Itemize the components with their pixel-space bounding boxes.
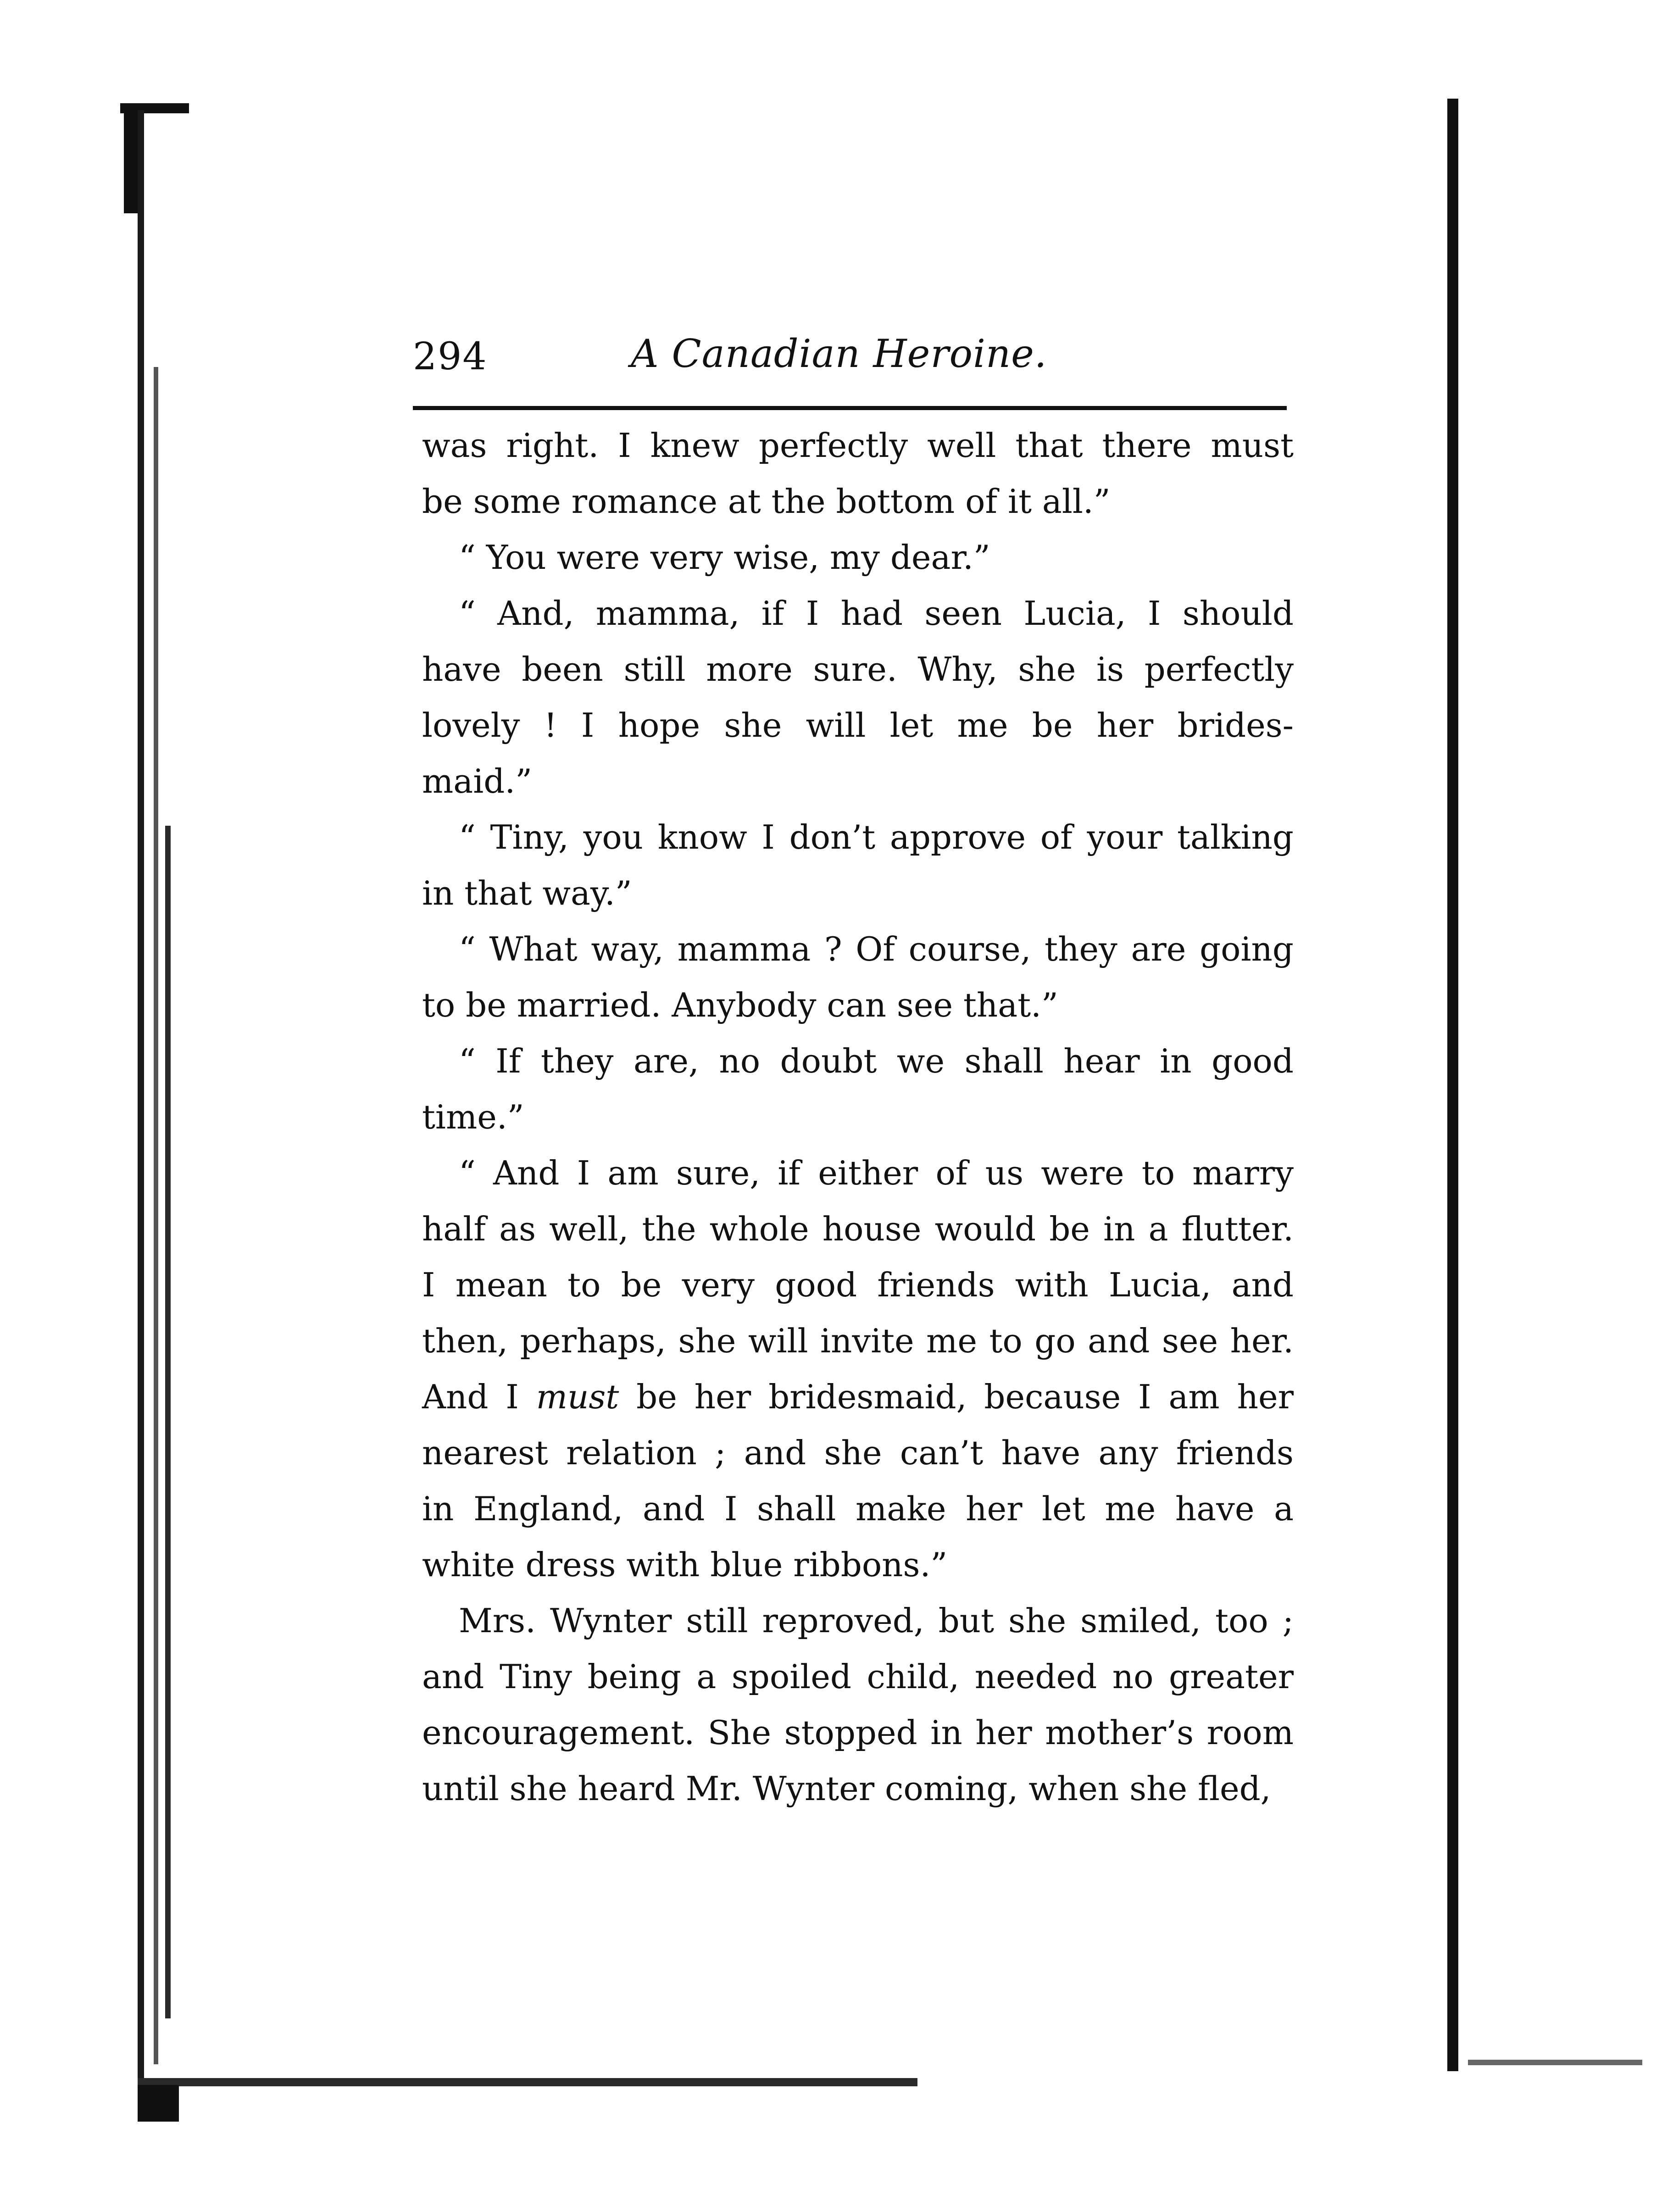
text-line: “ And I am sure, if either of us were to marry bbox=[459, 1154, 1294, 1192]
text-line: “ Tiny, you know I don’t approve of your talking bbox=[459, 818, 1294, 856]
paragraph bbox=[422, 417, 1294, 529]
text-line: lovely ! I hope she will let me be her brides- bbox=[422, 706, 1294, 745]
text-line: “ You were very wise, my dear.” bbox=[459, 538, 990, 577]
text-line: in that way.” bbox=[422, 874, 632, 912]
scan-edge-mark bbox=[154, 367, 158, 2064]
paragraph bbox=[422, 1593, 1294, 1817]
text-line: encouragement. She stopped in her mother’s room bbox=[422, 1713, 1294, 1752]
scan-edge-mark bbox=[138, 2078, 917, 2086]
text-line: be some romance at the bottom of it all.” bbox=[422, 482, 1111, 521]
paragraph bbox=[422, 585, 1294, 809]
text-line: And I must be her bridesmaid, because I am her bbox=[422, 1378, 1294, 1416]
text-line: “ And, mamma, if I had seen Lucia, I should bbox=[459, 594, 1294, 633]
paragraph bbox=[422, 529, 1294, 585]
text-line: Mrs. Wynter still reproved, but she smiled, too ; bbox=[459, 1601, 1294, 1640]
text-line: then, perhaps, she will invite me to go and see her. bbox=[422, 1322, 1294, 1360]
text-line: “ What way, mamma ? Of course, they are going bbox=[459, 930, 1294, 968]
scan-edge-mark bbox=[138, 2085, 179, 2122]
text-line: have been still more sure. Why, she is perfectly bbox=[422, 650, 1294, 689]
text-line: “ If they are, no doubt we shall hear in good bbox=[459, 1042, 1294, 1080]
page-header bbox=[413, 321, 1307, 395]
text-line: to be married. Anybody can see that.” bbox=[422, 986, 1058, 1024]
scan-edge-mark bbox=[165, 826, 171, 2018]
paragraph bbox=[422, 921, 1294, 1033]
book-page bbox=[413, 321, 1307, 1808]
text-line: and Tiny being a spoiled child, needed no greater bbox=[422, 1657, 1294, 1696]
text-line: white dress with blue ribbons.” bbox=[422, 1545, 948, 1584]
text-line: in England, and I shall make her let me have a bbox=[422, 1489, 1294, 1528]
paragraph bbox=[422, 1145, 1294, 1593]
paragraph bbox=[422, 809, 1294, 921]
emphasis: must bbox=[536, 1378, 619, 1416]
text-line: was right. I knew perfectly well that there must bbox=[422, 426, 1294, 465]
scan-edge-mark bbox=[138, 110, 144, 2083]
text-line: time.” bbox=[422, 1098, 524, 1136]
running-title: A Canadian Heroine. bbox=[631, 331, 1047, 376]
scan-edge-mark bbox=[1468, 2060, 1642, 2065]
scan-edge-mark bbox=[1447, 99, 1458, 2071]
body-text bbox=[422, 417, 1294, 1817]
scan-edge-mark bbox=[120, 103, 189, 113]
header-rule bbox=[413, 406, 1287, 410]
text-line: half as well, the whole house would be in a flutter. bbox=[422, 1210, 1294, 1248]
paragraph bbox=[422, 1033, 1294, 1145]
text-line: nearest relation ; and she can’t have any friends bbox=[422, 1434, 1294, 1472]
text-line: I mean to be very good friends with Lucia, and bbox=[422, 1266, 1294, 1304]
text-line: maid.” bbox=[422, 762, 533, 800]
page-number: 294 bbox=[413, 335, 488, 378]
text-line: until she heard Mr. Wynter coming, when she fled, bbox=[422, 1769, 1271, 1808]
